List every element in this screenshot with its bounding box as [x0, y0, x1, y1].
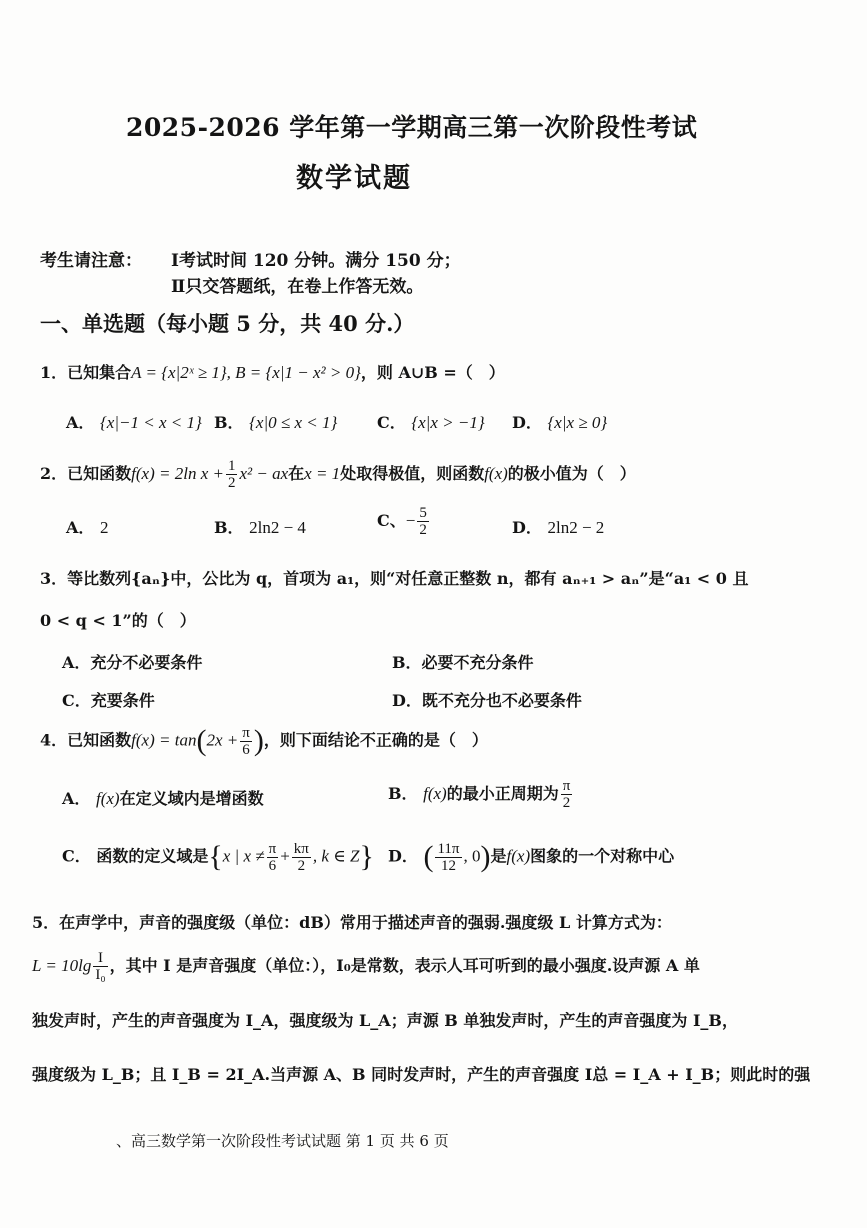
- q2-option-c: C、− $\frac{5}{2}$: [377, 505, 427, 538]
- question-3-line-2: 0 < q < 1”的（ ）: [40, 611, 196, 630]
- q2-option-a: A． 2: [66, 518, 109, 537]
- question-number: 4．: [40, 730, 68, 750]
- q1-option-b: B． {x|0 ≤ x < 1}: [214, 413, 338, 432]
- question-stem: ，则 A∪B =（ ）: [360, 363, 505, 382]
- math-function: f(x) = 2ln x +: [131, 464, 224, 483]
- exam-title: 2025-2026 学年第一学期高三第一次阶段性考试: [126, 113, 698, 142]
- q4-option-b: B． f(x)的最小正周期为 $\frac{\pi}{2}$: [388, 778, 571, 811]
- question-number: 1．: [40, 363, 68, 382]
- notice-line-2: Ⅱ只交答题纸，在卷上作答无效。: [171, 277, 424, 297]
- q4-option-c: C． 函数的定义域是{x | x ≠ $\frac{\pi}{6}$ + $\frac{k\pi}{2}$ , k ∈ Z}: [62, 840, 374, 874]
- q1-option-a: A． {x|−1 < x < 1}: [66, 413, 202, 432]
- page-footer: 、高三数学第一次阶段性考试试题 第 1 页 共 6 页: [116, 1132, 449, 1150]
- q1-option-d: D． {x|x ≥ 0}: [512, 413, 608, 432]
- q1-option-c: C． {x|x > −1}: [377, 413, 485, 432]
- question-5-line-2: L = 10lg $\frac{I}{\text{I₀}}$ ，其中 I 是声音强度（单位：），I₀是常数，表示人耳可听到的最小强度.设声源 A 单: [32, 950, 700, 983]
- fraction: $\frac{I}{\text{I₀}}$: [95, 950, 106, 983]
- q3-option-c: C．充要条件: [62, 691, 155, 710]
- question-5: 5．在声学中，声音的强度级（单位：dB）常用于描述声音的强弱.强度级 L 计算方式为：: [32, 913, 672, 932]
- fraction: $\frac{1}{2}$: [227, 458, 236, 491]
- fraction: $\frac{\pi}{2}$: [562, 778, 571, 811]
- notice-label: 考生请注意：: [40, 251, 142, 271]
- fraction: $\frac{5}{2}$: [419, 505, 427, 538]
- q4-option-a: A． f(x)在定义域内是增函数: [62, 789, 264, 808]
- question-4: 4．已知函数f(x) = tan(2x + $\frac{\pi}{6}$ )，则下面结论不正确的是（ ）: [40, 724, 488, 758]
- exam-subtitle: 数学试题: [296, 163, 412, 194]
- question-1: [40, 360, 505, 383]
- question-5-line-3: 独发声时，产生的声音强度为 I_A，强度级为 L_A；声源 B 单独发声时，产生的声音强度为 I_B，: [32, 1011, 738, 1030]
- q3-option-b: B．必要不充分条件: [392, 653, 534, 672]
- q4-option-d: D． ( $\frac{11\pi}{12}$ , 0)是f(x)图象的一个对称中心: [388, 840, 675, 874]
- q2-option-b: B． 2ln2 − 4: [214, 518, 306, 537]
- q2-option-d: D． 2ln2 − 2: [512, 518, 605, 537]
- question-5-line-4: 强度级为 L_B；且 I_B = 2I_A.当声源 A、B 同时发声时，产生的声音强度 I总 = I_A + I_B；则此时的强: [32, 1065, 811, 1084]
- question-number: 5．: [32, 913, 60, 932]
- fraction: $\frac{k\pi}{2}$: [293, 840, 309, 874]
- q3-option-d: D．既不充分也不必要条件: [392, 691, 582, 710]
- fraction: $\frac{11\pi}{12}$: [437, 840, 460, 874]
- question-number: 3．: [40, 569, 68, 588]
- section-heading: 一、单选题（每小题 5 分，共 40 分.）: [40, 311, 415, 336]
- question-2: 2．已知函数f(x) = 2ln x + $\frac{1}{2}$ x² − ax在x = 1处取得极值，则函数f(x)的极小值为（ ）: [40, 458, 636, 491]
- q3-option-a: A．充分不必要条件: [62, 653, 203, 672]
- notice-line-1: Ⅰ考试时间 120 分钟。满分 150 分；: [171, 251, 461, 271]
- fraction: $\frac{\pi}{6}$: [242, 724, 250, 758]
- question-3: 3．等比数列{aₙ}中，公比为 q，首项为 a₁，则“对任意正整数 n，都有 aₙ₊₁ > aₙ”是“a₁ < 0 且: [40, 569, 749, 588]
- math-sets: A = {x|2ˣ ≥ 1}, B = {x|1 − x² > 0}: [131, 363, 361, 382]
- fraction: $\frac{\pi}{6}$: [268, 840, 277, 874]
- question-number: 2．: [40, 464, 68, 483]
- question-stem: 已知集合: [67, 363, 132, 382]
